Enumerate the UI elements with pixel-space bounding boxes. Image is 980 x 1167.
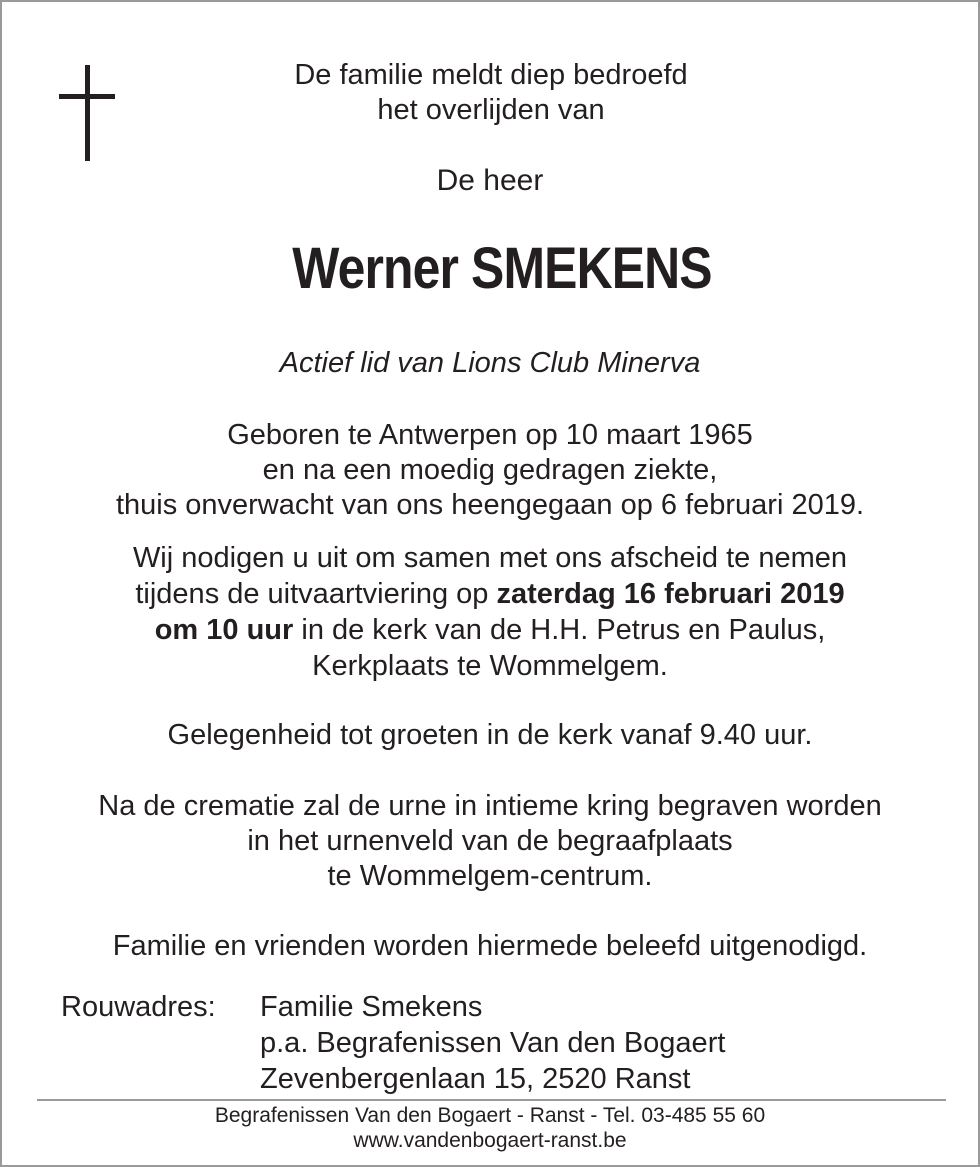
ceremony-line-4: Kerkplaats te Wommelgem.	[312, 650, 668, 682]
ceremony-line-2-text: tijdens de uitvaartviering op	[135, 578, 497, 610]
footer-company: Begrafenissen Van den Bogaert - Ranst - Tel. 03-485 55 60	[214, 1104, 766, 1127]
biography-line-2: en na een moedig gedragen ziekte,	[262, 454, 718, 486]
honorific-title: De heer	[436, 164, 544, 197]
ceremony-date: zaterdag 16 februari 2019	[496, 578, 845, 610]
ceremony-line-1: Wij nodigen u uit om samen met ons afscheid te nemen	[132, 542, 848, 574]
invitation-line: Familie en vrienden worden hiermede beleefd uitgenodigd.	[112, 930, 868, 962]
intro-line-1: De familie meldt diep bedroefd	[294, 59, 688, 91]
address-line: Familie Smekens	[260, 991, 483, 1023]
biography-line-3: thuis onverwacht van ons heengegaan op 6 februari 2019.	[115, 489, 865, 521]
ceremony-line-3	[2, 612, 978, 648]
deceased-name: Werner SMEKENS	[292, 236, 712, 301]
footer-website[interactable]: www.vandenbogaert-ranst.be	[353, 1129, 627, 1152]
biography-line-1: Geboren te Antwerpen op 10 maart 1965	[227, 419, 753, 451]
burial-line-1: Na de crematie zal de urne in intieme kring begraven worden	[98, 790, 882, 822]
burial-line-3: te Wommelgem-centrum.	[327, 860, 653, 892]
address-block	[260, 989, 725, 1097]
intro-line-2: het overlijden van	[377, 94, 605, 126]
footer-divider	[37, 1099, 946, 1101]
address-line: p.a. Begrafenissen Van den Bogaert	[260, 1027, 726, 1059]
membership-subtitle: Actief lid van Lions Club Minerva	[279, 347, 701, 379]
ceremony-time: om 10 uur	[154, 614, 294, 646]
ceremony-location: in de kerk van de H.H. Petrus en Paulus,	[293, 614, 826, 646]
address-line: Zevenbergenlaan 15, 2520 Ranst	[260, 1063, 691, 1095]
address-label: Rouwadres:	[61, 991, 216, 1023]
ceremony-line-2	[2, 576, 978, 612]
visitation-line: Gelegenheid tot groeten in de kerk vanaf 9.40 uur.	[167, 719, 813, 751]
burial-line-2: in het urnenveld van de begraafplaats	[247, 825, 733, 857]
